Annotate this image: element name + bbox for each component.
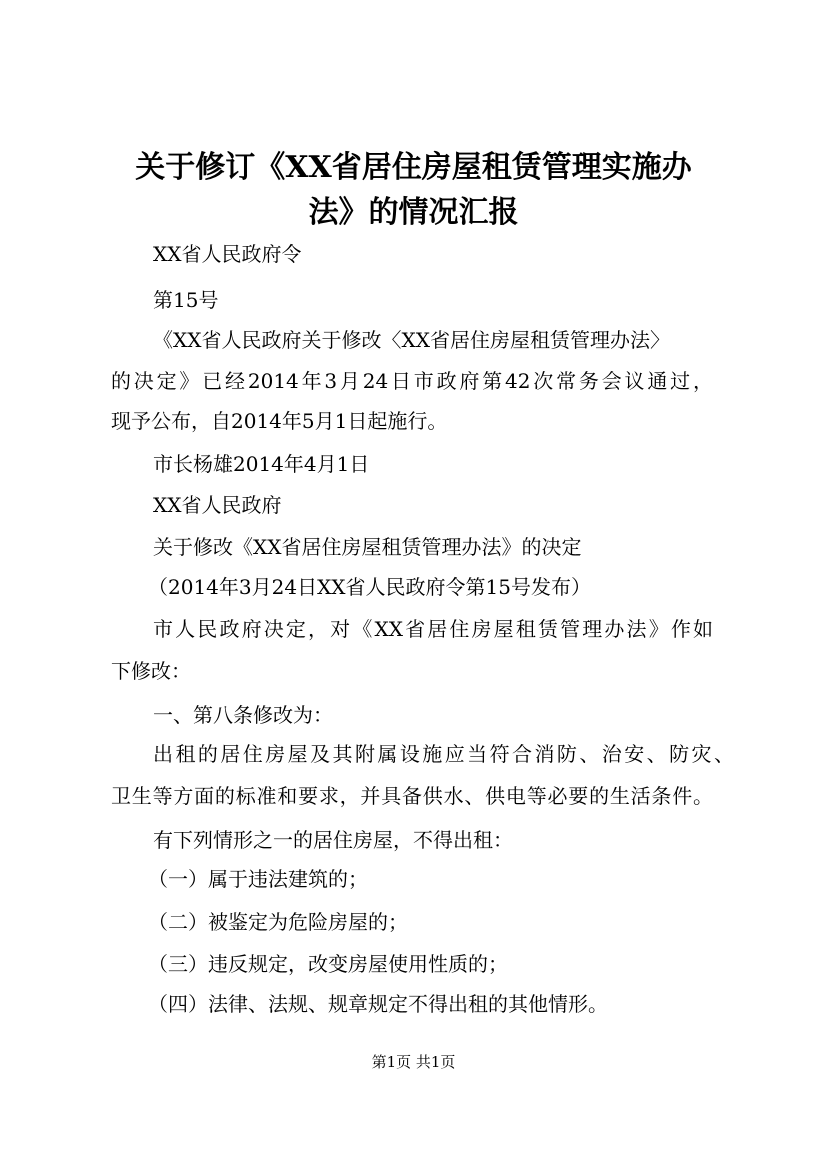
list-item: （三）违反规定，改变房屋使用性质的； [148, 952, 508, 976]
paragraph-line: 市人民政府决定，对《XX省居住房屋租赁管理办法》作如 [153, 617, 713, 641]
document-title-line-2: 法》的情况汇报 [308, 195, 519, 230]
paragraph-line: 出租的居住房屋及其附属设施应当符合消防、治安、防灾、 [153, 742, 734, 766]
decree-number: 第15号 [153, 288, 219, 312]
document-title-line-1: 关于修订《XX省居住房屋租赁管理实施办 [135, 150, 692, 185]
decree-issuer: XX省人民政府令 [153, 242, 302, 266]
paragraph-line: 的决定》已经2014年3月24日市政府第42次常务会议通过， [111, 369, 713, 393]
paragraph-line: 卫生等方面的标准和要求，并具备供水、供电等必要的生活条件。 [111, 784, 713, 808]
article-heading: 一、第八条修改为： [153, 703, 333, 727]
publication-note: （2014年3月24日XX省人民政府令第15号发布） [148, 575, 591, 599]
list-item: （四）法律、法规、规章规定不得出租的其他情形。 [148, 992, 608, 1016]
issuer-line: XX省人民政府 [153, 493, 282, 517]
paragraph-line: 下修改： [111, 659, 191, 683]
decision-title: 关于修改《XX省居住房屋租赁管理办法》的决定 [153, 535, 582, 559]
list-item: （一）属于违法建筑的； [148, 867, 368, 891]
list-item: （二）被鉴定为危险房屋的； [148, 910, 408, 934]
signature-line: 市长杨雄2014年4月1日 [153, 452, 370, 476]
paragraph-line: 《XX省人民政府关于修改〈XX省居住房屋租赁管理办法〉 [153, 328, 670, 352]
paragraph-line: 现予公布，自2014年5月1日起施行。 [111, 409, 448, 433]
paragraph-line: 有下列情形之一的居住房屋，不得出租： [153, 828, 513, 852]
page-footer: 第1页 共1页 [371, 1053, 456, 1071]
